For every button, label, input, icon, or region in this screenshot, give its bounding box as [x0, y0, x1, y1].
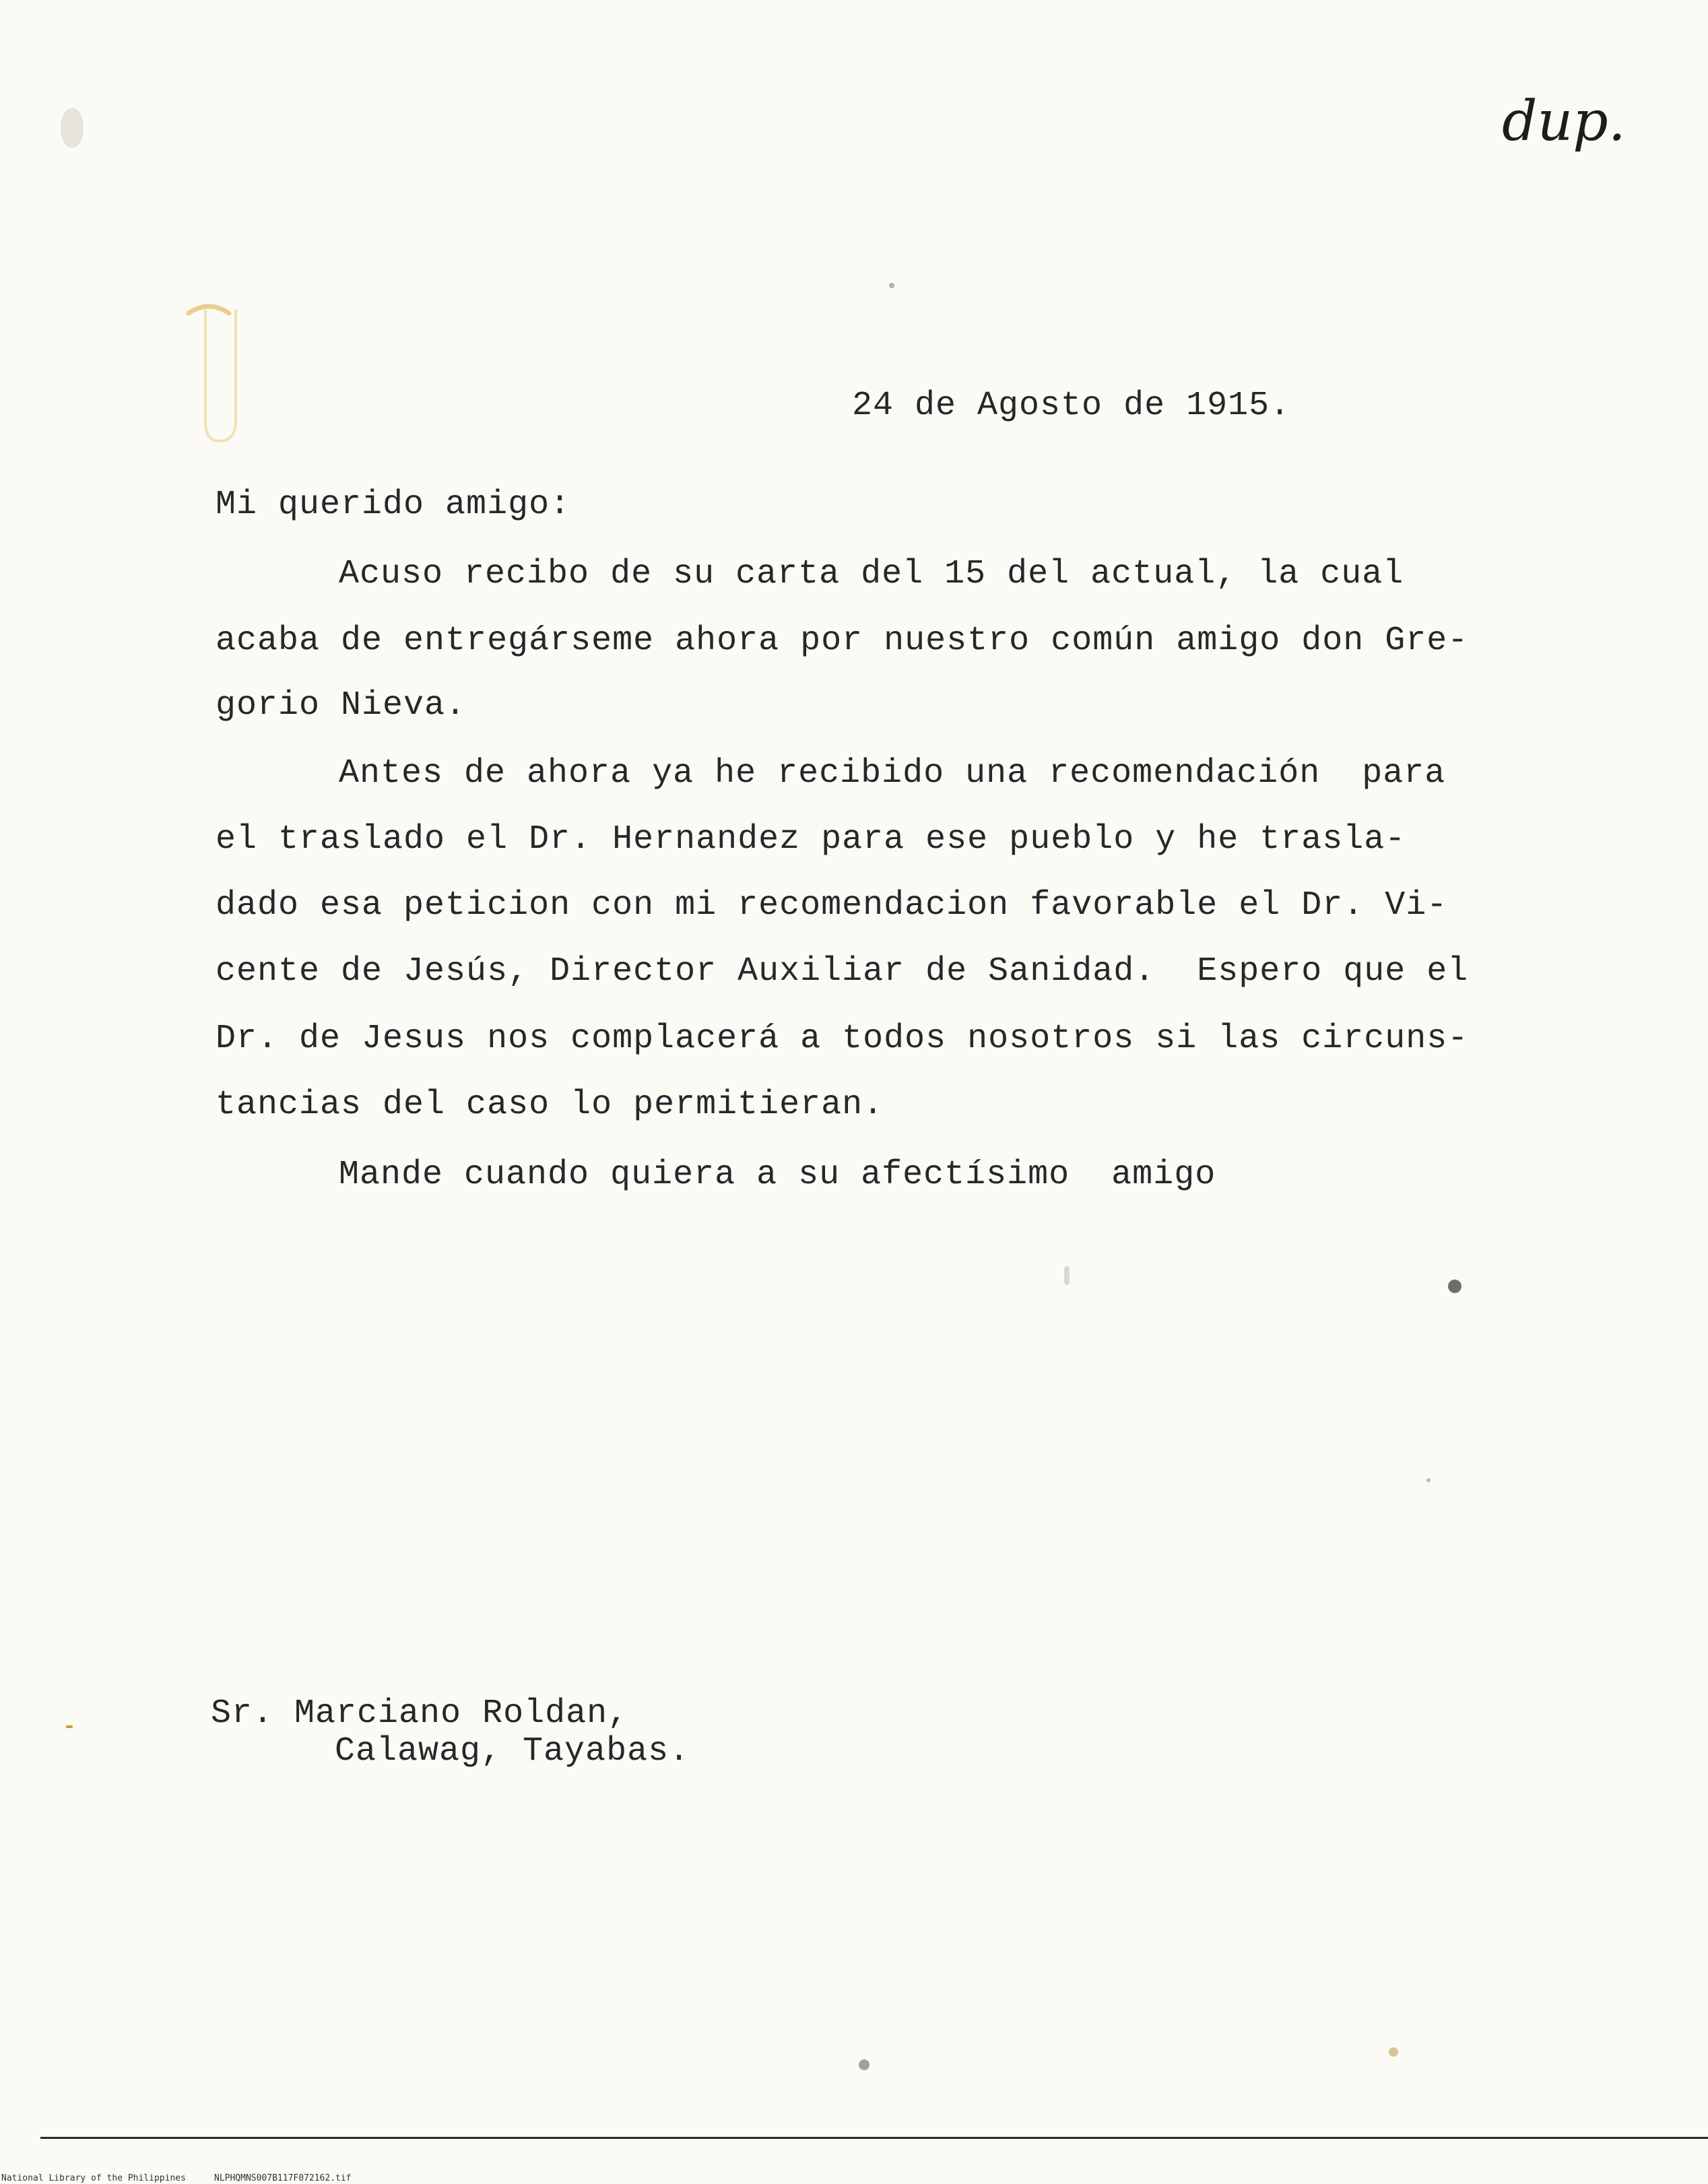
scan-speck [1426, 1478, 1431, 1482]
body-line: el traslado el Dr. Hernandez para ese pueblo y he trasla- [216, 820, 1406, 859]
body-line: Dr. de Jesus nos complacerá a todos nosotros si las circuns- [216, 1020, 1469, 1058]
letter-salutation: Mi querido amigo: [216, 486, 571, 524]
scan-speck [1064, 1266, 1070, 1285]
scan-speck [889, 283, 894, 288]
body-line: Acuso recibo de su carta del 15 del actual, la cual [339, 555, 1404, 593]
body-line: gorio Nieva. [216, 686, 467, 725]
footer-file-id: NLPHQMNS007B117F072162.tif [214, 2173, 352, 2183]
letter-closing: Mande cuando quiera a su afectísimo amigo [339, 1156, 1216, 1194]
page-edge-line [40, 2137, 1708, 2139]
paperclip-stain [168, 296, 249, 451]
body-line: dado esa peticion con mi recomendacion favorable el Dr. Vi- [216, 886, 1448, 925]
scan-speck [61, 108, 84, 148]
scan-speck [859, 2059, 869, 2070]
scan-speck [1389, 2047, 1398, 2057]
footer-library-label: National Library of the Philippines [1, 2173, 186, 2183]
body-line: Antes de ahora ya he recibido una recomendación para [339, 754, 1446, 793]
handwritten-annotation: dup. [1502, 90, 1626, 154]
addressee-name: Sr. Marciano Roldan, [211, 1694, 629, 1733]
body-line: acaba de entregárseme ahora por nuestro común amigo don Gre- [216, 622, 1469, 660]
scan-speck [66, 1725, 73, 1728]
addressee-place: Calawag, Tayabas. [335, 1732, 690, 1771]
scan-speck [1448, 1280, 1461, 1293]
body-line: cente de Jesús, Director Auxiliar de Sanidad. Espero que el [216, 952, 1469, 991]
body-line: tancias del caso lo permitieran. [216, 1086, 884, 1124]
letter-date: 24 de Agosto de 1915. [852, 387, 1291, 425]
